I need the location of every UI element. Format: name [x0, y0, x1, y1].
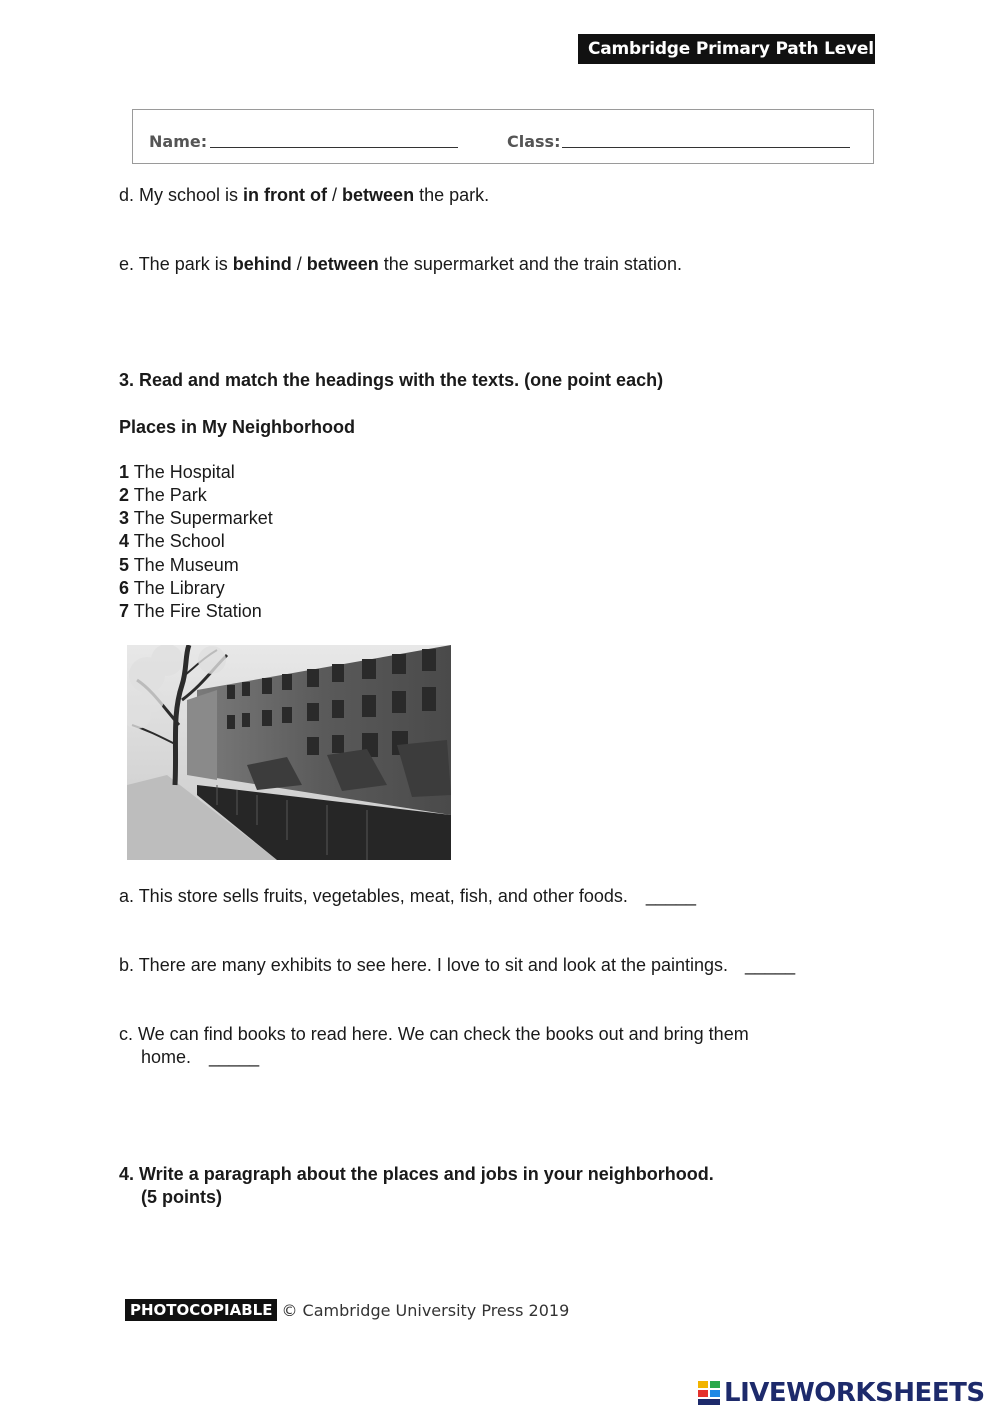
- heading-number: 2: [119, 485, 130, 505]
- name-label: Name:: [149, 132, 208, 151]
- exercise2-item-e: [119, 253, 682, 276]
- exercise3-title: 3. Read and match the headings with the texts. (one point each): [119, 370, 664, 390]
- answer-blank-a[interactable]: _____: [645, 886, 696, 906]
- exercise4-points: (5 points): [141, 1187, 222, 1207]
- heading-label: The Supermarket: [129, 508, 273, 528]
- text-a: a. This store sells fruits, vegetables, meat, fish, and other foods.: [119, 886, 628, 906]
- heading-label: The Fire Station: [129, 601, 262, 621]
- heading-item: [119, 600, 262, 623]
- match-text-b: [119, 954, 795, 977]
- footer: [125, 1299, 569, 1323]
- photocopiable-badge: PHOTOCOPIABLE: [125, 1299, 277, 1321]
- item-e-option1[interactable]: behind: [232, 254, 292, 274]
- class-label: Class:: [507, 132, 561, 151]
- heading-number: 5: [119, 555, 130, 575]
- exercise3-subtitle: Places in My Neighborhood: [119, 417, 356, 437]
- heading-item: [119, 484, 207, 507]
- heading-number: 7: [119, 601, 130, 621]
- match-text-a: [119, 885, 696, 908]
- name-input-line[interactable]: [210, 147, 458, 148]
- heading-number: 6: [119, 578, 130, 598]
- liveworksheets-wordmark: LIVEWORKSHEETS: [724, 1378, 985, 1408]
- item-e-suffix: the supermarket and the train station.: [378, 254, 682, 274]
- item-e-option2[interactable]: between: [306, 254, 379, 274]
- item-e-separator: /: [291, 254, 307, 274]
- heading-label: The School: [129, 531, 225, 551]
- match-text-c-line1: c. We can find books to read here. We can check the books out and bring them: [119, 1024, 749, 1044]
- exercise4-title: 4. Write a paragraph about the places and jobs in your neighborhood.: [119, 1164, 714, 1184]
- heading-item: [119, 554, 239, 577]
- text-b: b. There are many exhibits to see here. I love to sit and look at the paintings.: [119, 955, 729, 975]
- header-badge: Cambridge Primary Path Level 2: [578, 34, 875, 64]
- heading-number: 4: [119, 531, 130, 551]
- street-photo-svg: [127, 645, 451, 860]
- heading-item: [119, 507, 273, 530]
- heading-number: 1: [119, 462, 130, 482]
- heading-label: The Park: [129, 485, 207, 505]
- heading-label: The Museum: [129, 555, 239, 575]
- item-e-prefix: e. The park is: [119, 254, 233, 274]
- item-d-separator: /: [327, 185, 343, 205]
- item-d-option1[interactable]: in front of: [243, 185, 328, 205]
- exercise2-item-d: [119, 184, 489, 207]
- heading-item: [119, 530, 225, 553]
- heading-number: 3: [119, 508, 130, 528]
- item-d-prefix: d. My school is: [119, 185, 244, 205]
- heading-item: [119, 577, 225, 600]
- answer-blank-c[interactable]: _____: [209, 1047, 260, 1067]
- liveworksheets-icon: [698, 1381, 720, 1405]
- class-input-line[interactable]: [562, 147, 850, 148]
- item-d-suffix: the park.: [414, 185, 490, 205]
- match-text-c-line2: [141, 1046, 259, 1069]
- answer-blank-b[interactable]: _____: [745, 955, 796, 975]
- heading-label: The Hospital: [129, 462, 235, 482]
- item-d-option2[interactable]: between: [342, 185, 415, 205]
- text-c-end: home.: [141, 1047, 192, 1067]
- copyright-text: © Cambridge University Press 2019: [281, 1300, 570, 1320]
- neighborhood-street-photo: [127, 645, 451, 860]
- heading-label: The Library: [129, 578, 225, 598]
- heading-item: [119, 461, 235, 484]
- name-class-box: [132, 109, 874, 164]
